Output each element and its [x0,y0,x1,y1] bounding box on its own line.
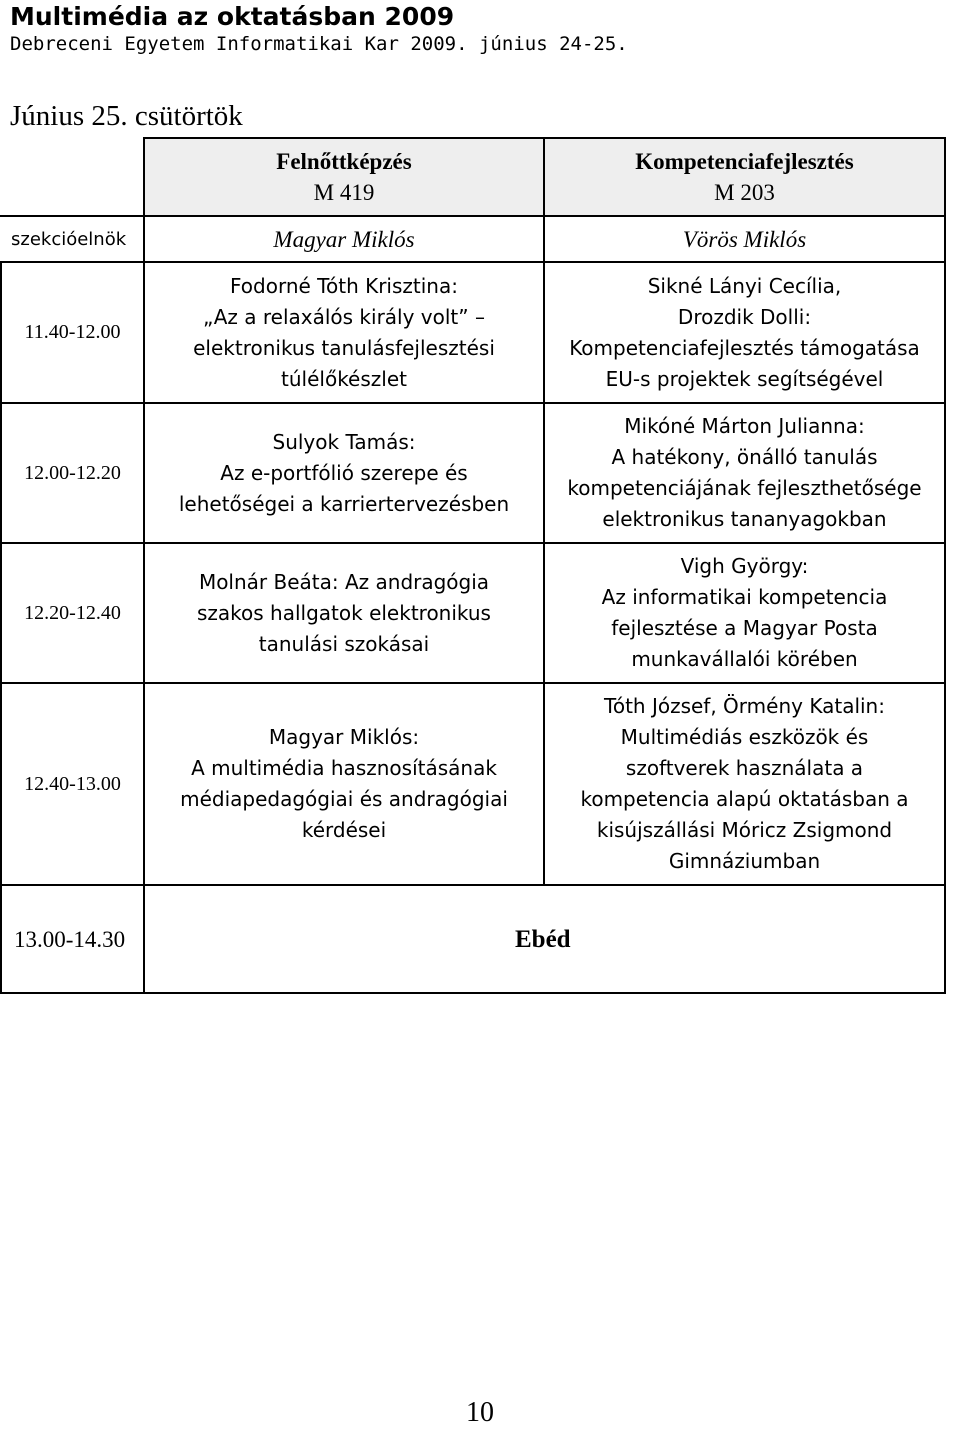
talk-cell [544,543,945,683]
talk-line: Drozdik Dolli: [677,304,812,329]
slot-time: 12.00-12.20 [1,403,144,543]
talk-line: Molnár Beáta: Az andragógia [198,569,490,594]
room-code: M 203 [714,180,775,205]
talk-line: Az e-portfólió szerepe és [220,460,468,485]
talk-line: Multimédiás eszközök és [620,725,869,749]
talk-cell [144,262,544,403]
document-header [10,0,628,56]
room-header-row [1,138,945,216]
room-header-felnottkepzes [144,138,544,216]
slot-time: 12.20-12.40 [1,543,144,683]
schedule-table [0,137,946,994]
talk-line: lehetőségei a karriertervezésben [178,491,510,516]
talk-cell [544,262,945,403]
talk-line: médiapedagógiai és andragógiai [180,787,508,811]
talk-line: fejlesztése a Magyar Posta [611,616,878,640]
talk-cell [544,403,945,543]
talk-line: kompetenciájának fejleszthetősége [567,476,922,500]
chair-row [1,216,945,262]
talk-line: kérdései [301,818,387,842]
day-title: Június 25. csütörtök [10,100,243,132]
talk-line: Kompetenciafejlesztés támogatása [569,335,920,360]
table-row [1,543,945,683]
talk-cell [144,543,544,683]
lunch-row [1,885,945,993]
room-name: Kompetenciafejlesztés [635,149,854,174]
talk-line: A multimédia hasznosításának [191,756,497,780]
table-row [1,683,945,885]
talk-line: munkavállalói körében [631,647,858,671]
talk-line: Gimnáziumban [668,849,821,873]
slot-time: 12.40-13.00 [1,683,144,885]
talk-line: szakos hallgatok elektronikus [197,600,491,625]
room-code: M 419 [313,180,375,205]
chair-name: Magyar Miklós [144,216,544,262]
table-row [1,262,945,403]
room-header-kompetenciafejlesztes [544,138,945,216]
talk-cell [544,683,945,885]
talk-line: A hatékony, önálló tanulás [611,445,878,469]
conference-title: Multimédia az oktatásban 2009 [10,2,455,31]
talk-line: elektronikus tanulásfejlesztési [193,335,495,360]
talk-line: „Az a relaxálós király volt” – [202,304,485,329]
chair-label: szekcióelnök [1,216,144,262]
page-number: 10 [466,1397,494,1428]
conference-subtitle: Debreceni Egyetem Informatikai Kar 2009. június 24-25. [10,33,628,55]
talk-line: Sulyok Tamás: [272,429,416,454]
lunch-time: 13.00-14.30 [1,885,144,993]
slot-time: 11.40-12.00 [1,262,144,403]
talk-line: kisújszállási Móricz Zsigmond [596,818,893,842]
talk-line: Tóth József, Örmény Katalin: [604,694,885,718]
talk-line: EU-s projektek segítségével [605,366,884,391]
talk-line: Magyar Miklós: [268,725,420,749]
chair-name: Vörös Miklós [544,216,945,262]
empty-corner-cell [1,138,144,216]
talk-line: Sikné Lányi Cecília, [647,273,842,298]
talk-line: Vigh György: [680,554,809,578]
talk-line: Fodorné Tóth Krisztina: [230,273,458,298]
table-row [1,403,945,543]
talk-line: tanulási szokásai [258,631,430,656]
talk-line: Mikóné Márton Julianna: [624,414,865,438]
lunch-label: Ebéd [144,885,945,993]
talk-line: elektronikus tananyagokban [602,507,887,531]
talk-line: szoftverek használata a [625,756,864,780]
room-name: Felnőttképzés [276,149,412,174]
talk-line: túlélőkészlet [281,366,407,391]
talk-line: kompetencia alapú oktatásban a [580,787,909,811]
talk-cell [144,683,544,885]
talk-line: Az informatikai kompetencia [601,585,888,609]
talk-cell [144,403,544,543]
